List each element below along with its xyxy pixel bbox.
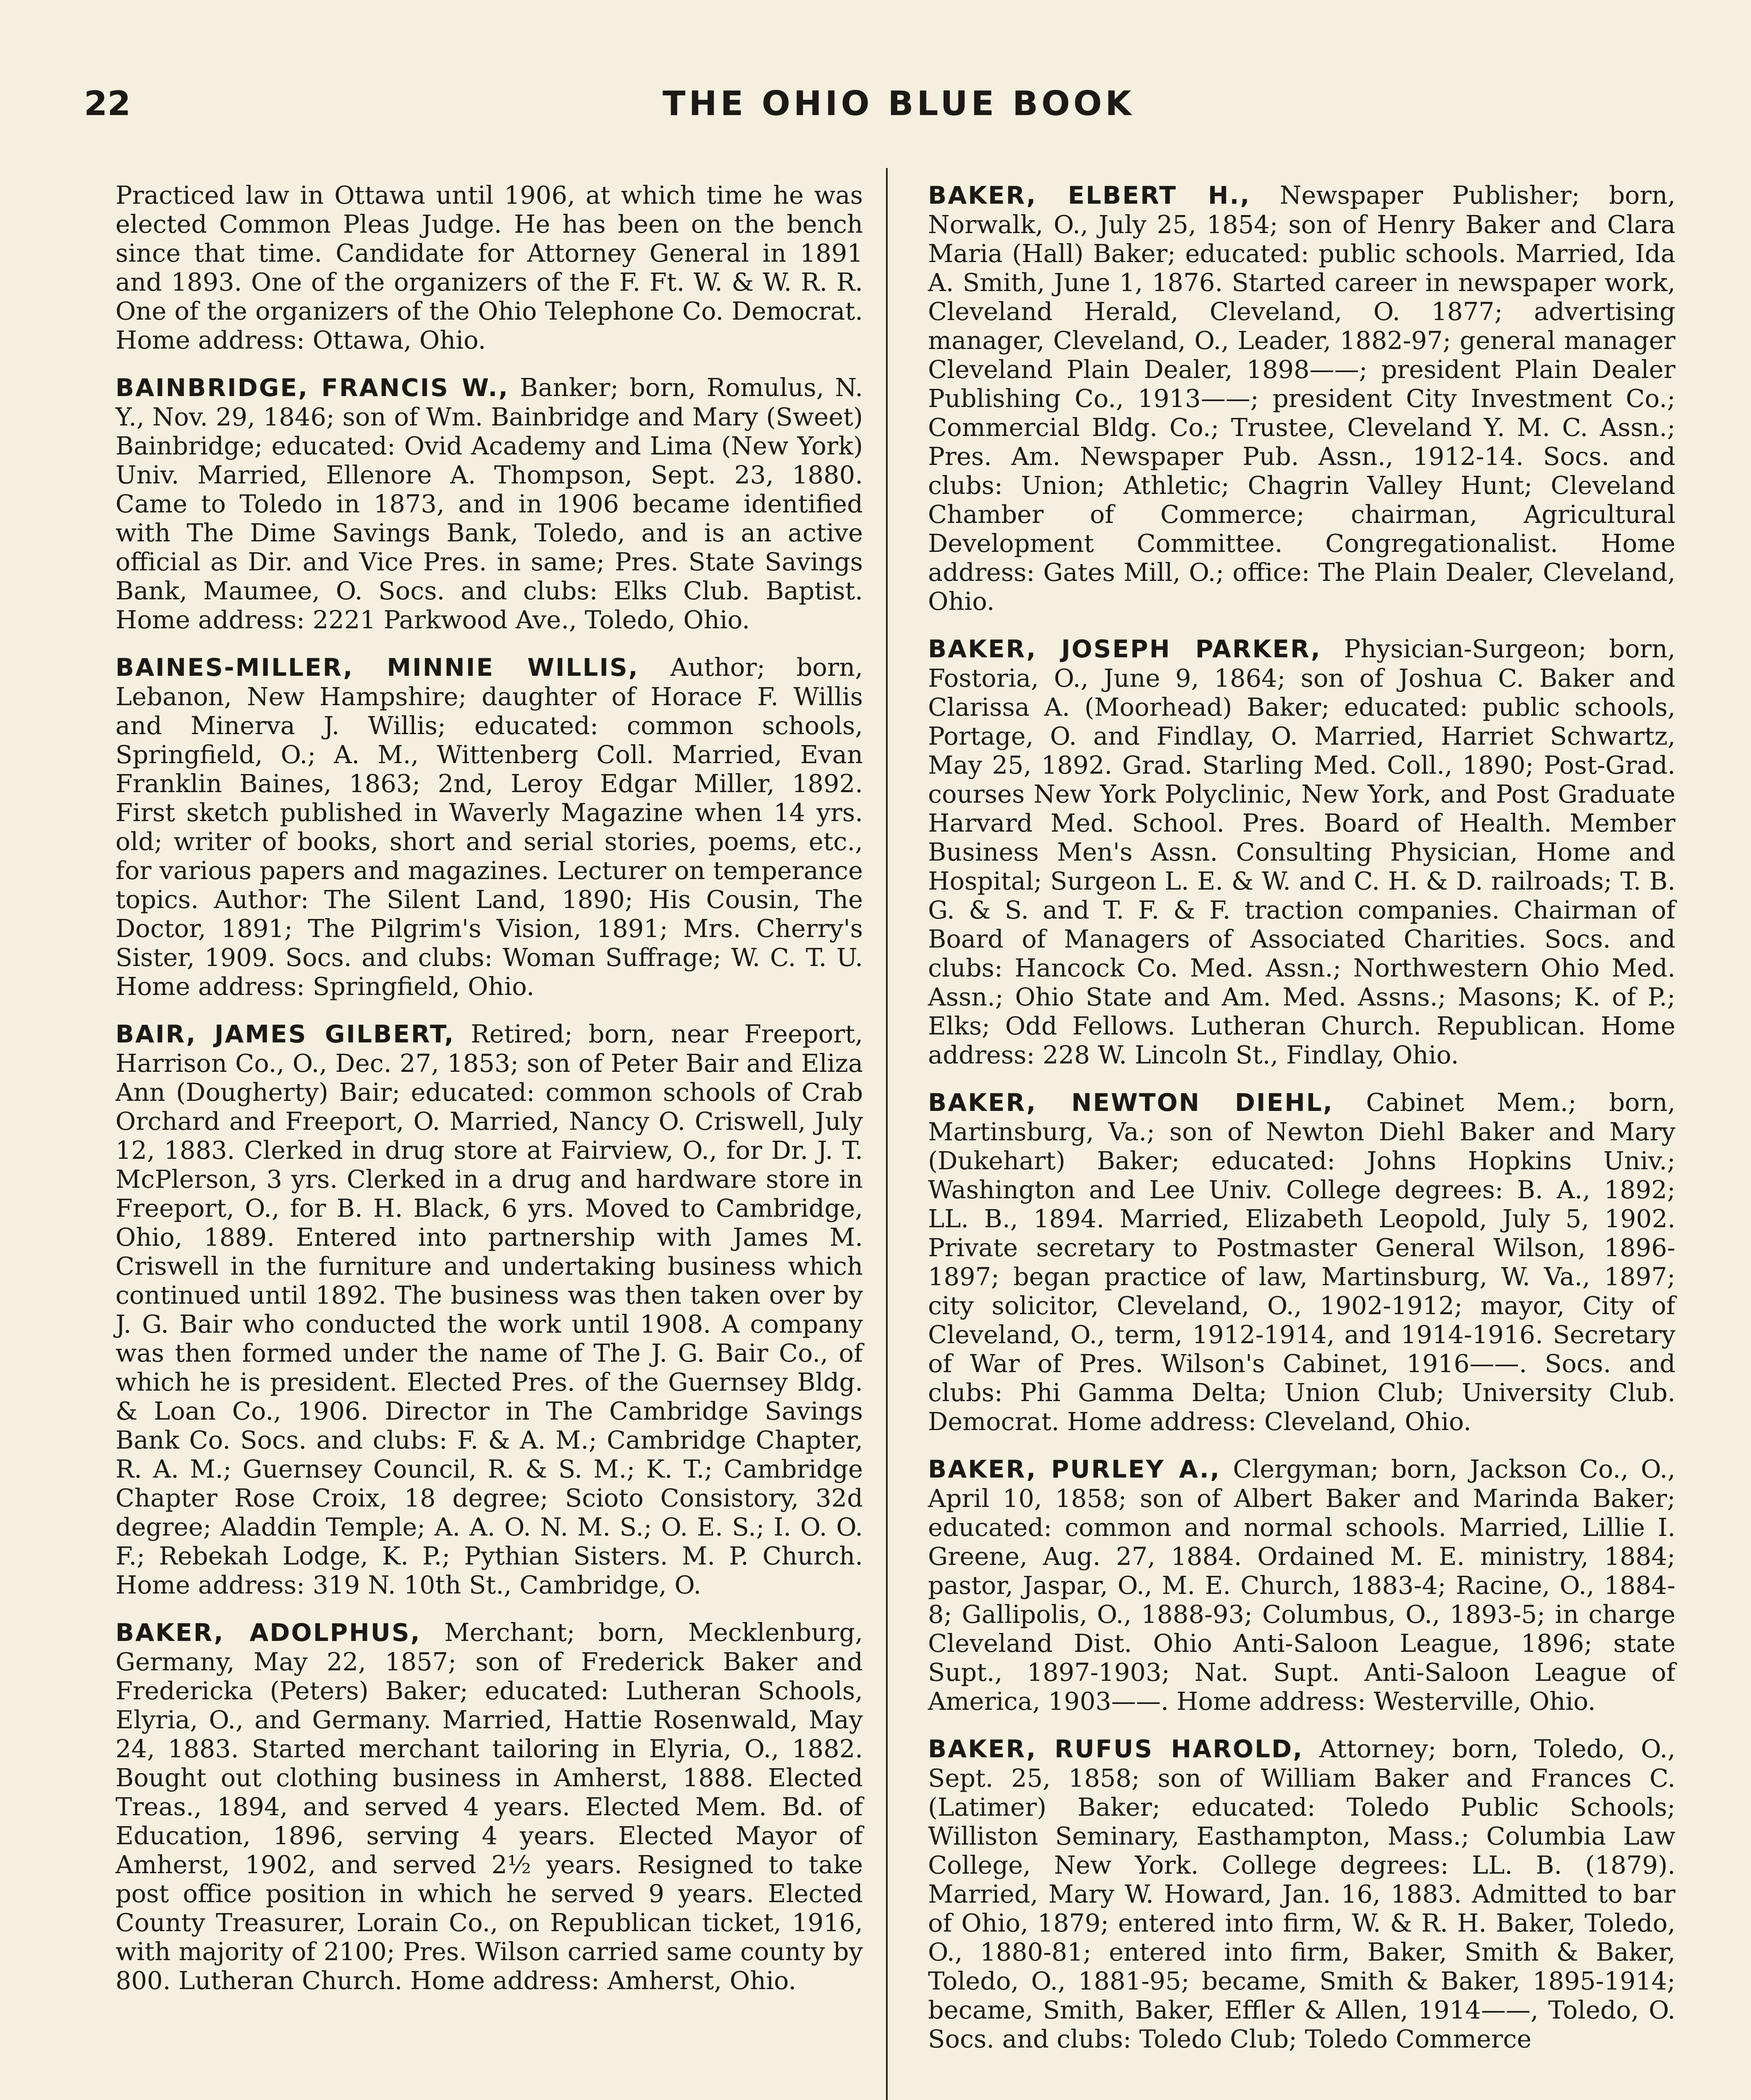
entry-name: BAKER, ADOLPHUS, (115, 1618, 421, 1647)
entry-text: Practiced law in Ottawa until 1906, at which time he was elected Common Pleas Judge. He has been on the bench since that time. Candidate for Attorney General in 1891 and 1893. One of the organizers of the F. Ft. W. & W. R. R. One of the organizers of the Ohio Telephone Co. Democrat. Home address: Ottawa, Ohio. (115, 181, 863, 354)
entry-name: BAKER, RUFUS HAROLD, (928, 1735, 1304, 1763)
entry-text: Clergyman; born, Jackson Co., O., April 10, 1858; son of Albert Baker and Marinda Baker; educated: common and normal schools. Married, Lillie I. Greene, Aug. 27, 1884. Ordained M. E. ministry, 1884; pastor, Jaspar, O., M. E. Church, 1883-4; Racine, O., 1884-8; Gallipolis, O., 1888-93; Columbus, O., 1893-5; in charge Cleveland Dist. Ohio Anti-Saloon League, 1896; state Supt., 1897-1903; Nat. Supt. Anti-Saloon League of America, 1903——. Home address: Westerville, Ohio. (928, 1454, 1675, 1716)
biography-entry (115, 1618, 863, 1995)
entry-text: Newspaper Publisher; born, Norwalk, O., July 25, 1854; son of Henry Baker and Clara Maria (Hall) Baker; educated: public schools. Married, Ida A. Smith, June 1, 1876. Started career in newspaper work, Cleveland Herald, Cleveland, O. 1877; advertising manager, Cleveland, O., Leader, 1882-97; general manager Cleveland Plain Dealer, 1898——; president Plain Dealer Publishing Co., 1913——; president City Investment Co.; Commercial Bldg. Co.; Trustee, Cleveland Y. M. C. Assn.; Pres. Am. Newspaper Pub. Assn., 1912-14. Socs. and clubs: Union; Athletic; Chagrin Valley Hunt; Cleveland Chamber of Commerce; chairman, Agricultural Development Committee. Congregationalist. Home address: Gates Mill, O.; office: The Plain Dealer, Cleveland, Ohio. (928, 181, 1675, 616)
entry-name: BAKER, ELBERT H., (928, 181, 1251, 210)
right-column (928, 181, 1675, 2072)
running-title: THE OHIO BLUE BOOK (662, 84, 1135, 123)
entry-text: Author; born, Lebanon, New Hampshire; daughter of Horace F. Willis and Minerva J. Willis; educated: common schools, Springfield, O.; A. M., Wittenberg Coll. Married, Evan Franklin Baines, 1863; 2nd, Leroy Edgar Miller, 1892. First sketch published in Waverly Magazine when 14 yrs. old; writer of books, short and serial stories, poems, etc., for various papers and magazines. Lecturer on temperance topics. Author: The Silent Land, 1890; His Cousin, The Doctor, 1891; The Pilgrim's Vision, 1891; Mrs. Cherry's Sister, 1909. Socs. and clubs: Woman Suffrage; W. C. T. U. Home address: Springfield, Ohio. (115, 653, 863, 1001)
biography-entry (928, 1734, 1675, 2053)
entry-text: Banker; born, Romulus, N. Y., Nov. 29, 1846; son of Wm. Bainbridge and Mary (Sweet) Bainbridge; educated: Ovid Academy and Lima (New York) Univ. Married, Ellenore A. Thompson, Sept. 23, 1880. Came to Toledo in 1873, and in 1906 became identified with The Dime Savings Bank, Toledo, and is an active official as Dir. and Vice Pres. in same; Pres. State Savings Bank, Maumee, O. Socs. and clubs: Elks Club. Baptist. Home address: 2221 Parkwood Ave., Toledo, Ohio. (115, 373, 863, 634)
entry-name: BAKER, JOSEPH PARKER, (928, 635, 1321, 663)
entry-text: Physician-Surgeon; born, Fostoria, O., June 9, 1864; son of Joshua C. Baker and Clarissa A. (Moorhead) Baker; educated: public schools, Portage, O. and Findlay, O. Married, Harriet Schwartz, May 25, 1892. Grad. Starling Med. Coll., 1890; Post-Grad. courses New York Polyclinic, New York, and Post Graduate Harvard Med. School. Pres. Board of Health. Member Business Men's Assn. Consulting Physician, Home and Hospital; Surgeon L. E. & W. and C. H. & D. railroads; T. B. G. & S. and T. F. & F. traction companies. Chairman of Board of Managers of Associated Charities. Socs. and clubs: Hancock Co. Med. Assn.; Northwestern Ohio Med. Assn.; Ohio State and Am. Med. Assns.; Masons; K. of P.; Elks; Odd Fellows. Lutheran Church. Republican. Home address: 228 W. Lincoln St., Findlay, Ohio. (928, 634, 1676, 1069)
entry-text: Attorney; born, Toledo, O., Sept. 25, 1858; son of William Baker and Frances C. (Latimer) Baker; educated: Toledo Public Schools; Williston Seminary, Easthampton, Mass.; Columbia Law College, New York. College degrees: LL. B. (1879). Married, Mary W. Howard, Jan. 16, 1883. Admitted to bar of Ohio, 1879; entered into firm, W. & R. H. Baker, Toledo, O., 1880-81; entered into firm, Baker, Smith & Baker, Toledo, O., 1881-95; became, Smith & Baker, 1895-1914; became, Smith, Baker, Effler & Allen, 1914——, Toledo, O. Socs. and clubs: Toledo Club; Toledo Commerce (928, 1734, 1675, 2053)
entry-text: Retired; born, near Freeport, Harrison Co., O., Dec. 27, 1853; son of Peter Bair and Eliza Ann (Dougherty) Bair; educated: common schools of Crab Orchard and Freeport, O. Married, Nancy O. Criswell, July 12, 1883. Clerked in drug store at Fairview, O., for Dr. J. T. McPlerson, 3 yrs. Clerked in a drug and hardware store in Freeport, O., for B. H. Black, 6 yrs. Moved to Cambridge, Ohio, 1889. Entered into partnership with James M. Criswell in the furniture and undertaking business which continued until 1892. The business was then taken over by J. G. Bair who conducted the work until 1908. A company was then formed under the name of The J. G. Bair Co., of which he is president. Elected Pres. of the Guernsey Bldg. & Loan Co., 1906. Director in The Cambridge Savings Bank Co. Socs. and clubs: F. & A. M.; Cambridge Chapter, R. A. M.; Guernsey Council, R. & S. M.; K. T.; Cambridge Chapter Rose Croix, 18 degree; Scioto Consistory, 32d degree; Aladdin Temple; A. A. O. N. M. S.; O. E. S.; I. O. O. F.; Rebekah Lodge, K. P.; Pythian Sisters. M. P. Church. Home address: 319 N. 10th St., Cambridge, O. (115, 1019, 863, 1599)
entry-name: BAINES-MILLER, MINNIE WILLIS, (115, 653, 639, 682)
page-number: 22 (84, 84, 131, 123)
entry-name: BAIR, JAMES GILBERT, (115, 1020, 455, 1048)
column-divider (886, 168, 888, 2100)
entry-name: BAKER, NEWTON DIEHL, (928, 1088, 1334, 1117)
biography-entry (928, 1088, 1675, 1436)
entry-name: BAKER, PURLEY A., (928, 1455, 1221, 1483)
biography-entry (115, 1019, 863, 1599)
left-column (115, 181, 863, 2013)
page-header (84, 80, 1713, 126)
biography-entry (928, 1454, 1675, 1716)
biography-entry (928, 634, 1675, 1069)
entry-text: Merchant; born, Mecklenburg, Germany, May 22, 1857; son of Frederick Baker and Fredericka (Peters) Baker; educated: Lutheran Schools, Elyria, O., and Germany. Married, Hattie Rosenwald, May 24, 1883. Started merchant tailoring in Elyria, O., 1882. Bought out clothing business in Amherst, 1888. Elected Treas., 1894, and served 4 years. Elected Mem. Bd. of Education, 1896, serving 4 years. Elected Mayor of Amherst, 1902, and served 2½ years. Resigned to take post office position in which he served 9 years. Elected County Treasurer, Lorain Co., on Republican ticket, 1916, with majority of 2100; Pres. Wilson carried same county by 800. Lutheran Church. Home address: Amherst, Ohio. (115, 1618, 863, 1995)
biography-entry-continued (115, 181, 863, 354)
biography-entry (928, 181, 1675, 616)
entry-name: BAINBRIDGE, FRANCIS W., (115, 373, 509, 402)
entry-text: Cabinet Mem.; born, Martinsburg, Va.; son of Newton Diehl Baker and Mary (Dukehart) Baker; educated: Johns Hopkins Univ.; Washington and Lee Univ. College degrees: B. A., 1892; LL. B., 1894. Married, Elizabeth Leopold, July 5, 1902. Private secretary to Postmaster General Wilson, 1896-1897; began practice of law, Martinsburg, W. Va., 1897; city solicitor, Cleveland, O., 1902-1912; mayor, City of Cleveland, O., term, 1912-1914, and 1914-1916. Secretary of War of Pres. Wilson's Cabinet, 1916——. Socs. and clubs: Phi Gamma Delta; Union Club; University Club. Democrat. Home address: Cleveland, Ohio. (928, 1088, 1675, 1436)
biography-entry (115, 653, 863, 1001)
biography-entry (115, 373, 863, 634)
